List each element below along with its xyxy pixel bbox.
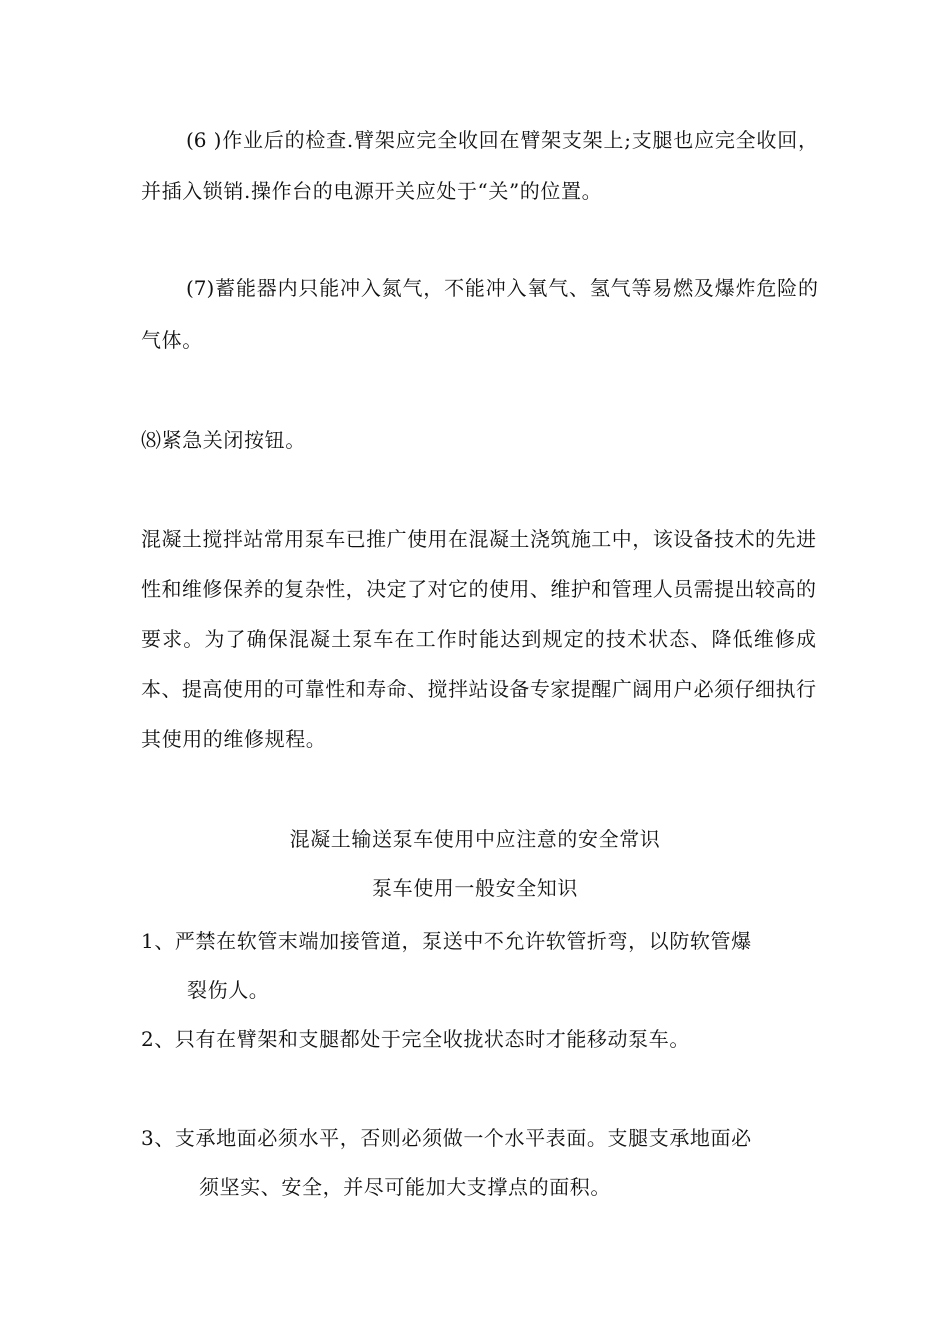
- rule-2-line-1: 2、只有在臂架和支腿都处于完全收拢状态时才能移动泵车。: [141, 1027, 690, 1051]
- section-heading: 混凝土输送泵车使用中应注意的安全常识: [289, 827, 661, 851]
- sub-heading: 泵车使用一般安全知识: [372, 876, 578, 900]
- item-7-line-2: 气体。: [141, 328, 203, 352]
- intro-line-3: 要求。为了确保混凝土泵车在工作时能达到规定的技术状态、降低维修成: [141, 627, 816, 651]
- rule-1-line-2: 裂伤人。: [187, 978, 270, 1002]
- rule-1-line-1: 1、严禁在软管末端加接管道，泵送中不允许软管折弯，以防软管爆: [141, 929, 752, 953]
- intro-line-2: 性和维修保养的复杂性，决定了对它的使用、维护和管理人员需提出较高的: [141, 577, 816, 601]
- rule-3-line-1: 3、支承地面必须水平，否则必须做一个水平表面。支腿支承地面必: [141, 1126, 752, 1150]
- item-8-line-1: ⑻紧急关闭按钮。: [141, 428, 306, 452]
- intro-line-5: 其使用的维修规程。: [141, 727, 327, 751]
- intro-line-4: 本、提高使用的可靠性和寿命、搅拌站设备专家提醒广阔用户必须仔细执行: [141, 677, 816, 701]
- item-6-line-1: (6 )作业后的检查.臂架应完全收回在臂架支架上;支腿也应完全收回，: [186, 128, 818, 152]
- rule-3-line-2: 须坚实、安全，并尽可能加大支撑点的面积。: [199, 1175, 611, 1199]
- item-7-line-1: (7)蓄能器内只能冲入氮气，不能冲入氧气、氢气等易燃及爆炸危险的: [186, 276, 818, 300]
- item-6-line-2: 并插入锁销.操作台的电源开关应处于“关”的位置。: [141, 179, 603, 203]
- intro-line-1: 混凝土搅拌站常用泵车已推广使用在混凝土浇筑施工中，该设备技术的先进: [141, 527, 816, 551]
